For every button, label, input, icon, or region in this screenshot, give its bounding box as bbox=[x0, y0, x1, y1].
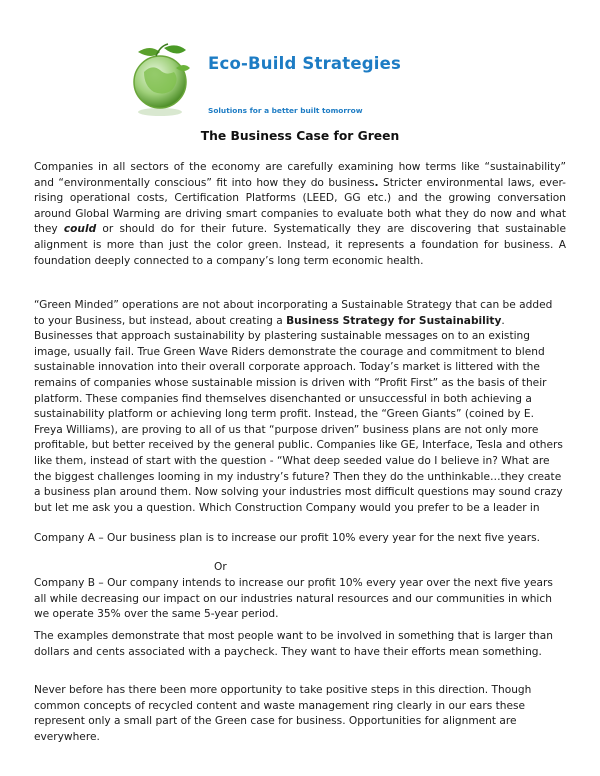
paragraph-company-a: Company A – Our business plan is to increase our profit 10% every year for the next five years. bbox=[34, 532, 540, 544]
header-logo bbox=[128, 42, 428, 122]
brand-name: Eco-Build Strategies bbox=[208, 54, 402, 73]
paragraph-intro: Companies in all sectors of the economy are carefully examining how terms like “sustainability” and “environmentally conscious” fit into how they do business. Stricter environmental laws, ever-rising operational costs, Certification Platforms (LEED, GG etc.) and the growing conversation around Global Warming are driving smart companies to evaluate both what they do now and what they could or should do for their future. Systematically they are discovering that sustainable alignment is more than just the color green. Instead, it represents a foundation for business. A foundation deeply connected to a company’s long term economic health. bbox=[34, 161, 566, 267]
paragraph-green-minded: “Green Minded” operations are not about incorporating a Sustainable Strategy that can be added to your Business, but instead, about creating a Business Strategy for Sustainability. Businesses that approach sustainability by plastering sustainable messages on to an existing image, usually fail. True Green Wave Riders demonstrate the courage and commitment to blend sustainable innovation into their overall corporate approach. Today’s market is littered with the remains of companies whose sustainable mission is driven with “Profit First” as the basis of their platform. These companies find themselves disenchanted or unsuccessful in both achieving a sustainability platform or achieving long term profit. Instead, the “Green Giants” (coined by E. Freya Williams), are proving to all of us that “purpose driven” business plans are not only more profitable, but better received by the general public. Companies like GE, Interface, Tesla and others like them, instead of start with the question - “What deep seeded value do I believe in? What are the biggest challenges looming in my industry’s future? Then they do the unthinkable…they create a business plan around them. Now solving your industries most difficult questions may sound crazy but let me ask you a question. Which Construction Company would you prefer to be a leader in bbox=[34, 299, 563, 514]
or-separator: Or bbox=[214, 561, 227, 573]
paragraph-company-b: Company B – Our company intends to increase our profit 10% every year over the next five years all while decreasing our impact on our industries natural resources and our communities in which we operate 35% over the same 5-year period. bbox=[34, 577, 553, 621]
paragraph-opportunity: Never before has there been more opportunity to take positive steps in this direction. Though common concepts of recycled content and waste management ring clearly in our ears these represent only a small part of the Green case for business. Opportunities for alignment are everywhere. bbox=[34, 684, 532, 743]
emphasis-business-strategy: Business Strategy for Sustainability bbox=[286, 314, 502, 327]
paragraph-examples: The examples demonstrate that most people want to be involved in something that is larger than dollars and cents associated with a paycheck. They want to have their efforts mean something. bbox=[34, 630, 553, 658]
document-title: The Business Case for Green bbox=[200, 129, 400, 143]
emphasis-could: could bbox=[63, 223, 97, 236]
brand-tagline: Solutions for a better built tomorrow bbox=[208, 106, 363, 115]
globe-leaf-icon bbox=[130, 42, 194, 118]
